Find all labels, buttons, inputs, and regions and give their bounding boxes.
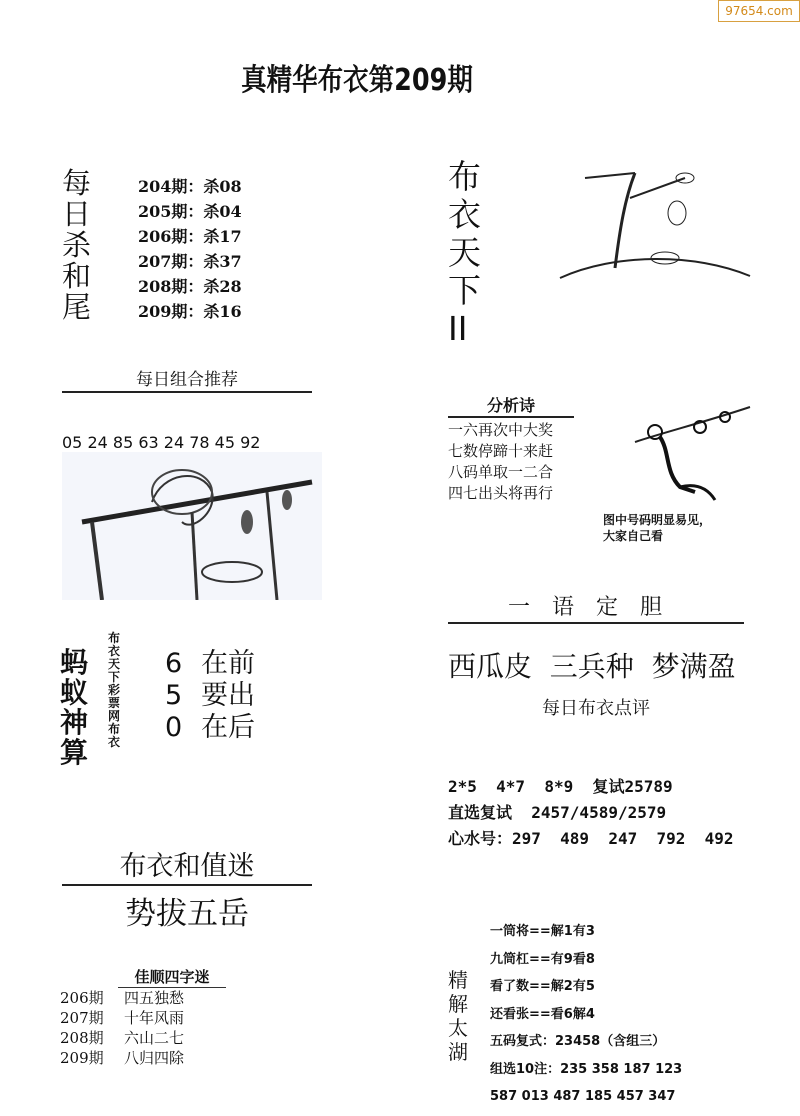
buyi-label: [448, 158, 481, 348]
period-label: 209期: [60, 1049, 104, 1067]
ant-number: 5: [165, 680, 183, 711]
ant-text: 要出: [201, 680, 255, 711]
lake-line: 一筒将==解1有3: [490, 924, 595, 939]
buyi-char: II: [448, 309, 468, 348]
riddle-title: 布衣和值迷: [62, 850, 312, 886]
ant-side-text: 布衣天下彩票网布衣: [108, 631, 121, 749]
caption-line: 图中号码明显易见，: [603, 513, 712, 527]
ant-char: 算: [60, 736, 89, 769]
site-watermark: 97654.com: [718, 0, 800, 22]
riddle-answer: 势拔五岳: [125, 896, 249, 932]
ant-row: [165, 680, 255, 712]
ant-text: 在后: [201, 712, 255, 743]
ant-char: 蚂: [60, 646, 89, 679]
riddle-text: 八归四除: [124, 1049, 185, 1067]
ant-row: [165, 712, 255, 744]
tree-sketch-illustration: [555, 158, 755, 288]
four-char-title: 佳顺四字迷: [118, 966, 226, 988]
vine-illustration: [62, 452, 322, 600]
period-label: 207期: [60, 1009, 104, 1027]
lake-line: 九筒杠==有9看8: [490, 951, 595, 967]
buyi-char: 衣: [448, 195, 481, 234]
motto-text: 西瓜皮 三兵种 梦满盈: [448, 650, 736, 683]
daily-kill-row: 208期：杀28: [138, 277, 242, 296]
daily-kill-char: 和: [62, 259, 92, 293]
daily-kill-row: 209期：杀16: [138, 302, 242, 321]
daily-kill-row: 206期：杀17: [138, 227, 242, 246]
ant-char: 神: [60, 706, 89, 739]
lake-char: 湖: [448, 1040, 468, 1064]
four-char-rows: [60, 988, 184, 1068]
poem-line: 四七出头将再行: [448, 484, 554, 502]
daily-kill-char: 尾: [62, 290, 92, 324]
lake-lines: [490, 918, 682, 1111]
daily-kill-char: 每: [62, 166, 92, 200]
caption-line: 大家自己看: [603, 529, 664, 543]
lake-char: 解: [448, 992, 468, 1016]
period-label: 206期: [60, 989, 104, 1007]
combination-title: 每日组合推荐: [62, 369, 312, 393]
daily-kill-row: 207期：杀37: [138, 252, 242, 271]
lake-line: 组选10注：235 358 187 123: [490, 1061, 683, 1077]
poem-caption: [603, 512, 711, 544]
four-char-row: [60, 1008, 184, 1028]
daily-kill-list: [138, 174, 242, 324]
ant-number: 6: [165, 648, 183, 679]
lake-label: [448, 968, 468, 1064]
motto-title: 一语定胆: [448, 594, 744, 624]
daily-kill-char: 日: [62, 197, 92, 231]
ant-number: 0: [165, 712, 183, 743]
poem-lines: [448, 420, 553, 504]
daily-kill-char: 杀: [62, 228, 92, 262]
lake-char: 精: [448, 968, 468, 992]
poem-line: 一六再次中大奖: [448, 421, 554, 439]
combination-row: 05 24 85 63 24 78 45 92: [62, 433, 261, 452]
daily-kill-row: 204期：杀08: [138, 177, 242, 196]
buyi-char: 布: [448, 157, 481, 196]
riddle-text: 十年风雨: [124, 1009, 185, 1027]
buyi-char: 天: [448, 233, 481, 272]
daily-kill-row: 205期：杀04: [138, 202, 242, 221]
lake-line: 看了数==解2有5: [490, 979, 595, 994]
codes-block: [448, 774, 734, 852]
ant-rows: [165, 648, 255, 744]
lake-line: 还看张==看6解4: [490, 1006, 595, 1022]
page-title: 真精华布衣第209期: [241, 63, 473, 98]
ant-row: [165, 648, 255, 680]
daily-kill-label: [62, 168, 91, 323]
lake-line: 五码复式：23458（含组三）: [490, 1034, 666, 1049]
poem-line: 八码单取一二合: [448, 463, 554, 481]
codes-line: 心水号：297 489 247 792 492: [448, 829, 734, 848]
four-char-row: [60, 1028, 184, 1048]
ant-char: 蚁: [60, 676, 89, 709]
four-char-row: [60, 1048, 184, 1068]
ant-text: 在前: [201, 648, 255, 679]
buyi-char: 下: [448, 271, 481, 310]
four-char-row: [60, 988, 184, 1008]
riddle-text: 六山二七: [124, 1029, 185, 1047]
codes-line: 直选复试 2457/4589/2579: [448, 803, 667, 822]
motto-subtitle: 每日布衣点评: [542, 698, 650, 719]
period-label: 208期: [60, 1029, 104, 1047]
flower-branch-illustration: [625, 402, 755, 502]
codes-line: 2*5 4*7 8*9 复试25789: [448, 777, 673, 796]
riddle-text: 四五独愁: [124, 989, 185, 1007]
lake-line: 587 013 487 185 457 347: [490, 1089, 676, 1104]
poem-title: 分析诗: [448, 396, 574, 418]
ant-label: [60, 648, 88, 768]
lake-char: 太: [448, 1016, 468, 1040]
poem-line: 七数停蹄十来赶: [448, 442, 554, 460]
